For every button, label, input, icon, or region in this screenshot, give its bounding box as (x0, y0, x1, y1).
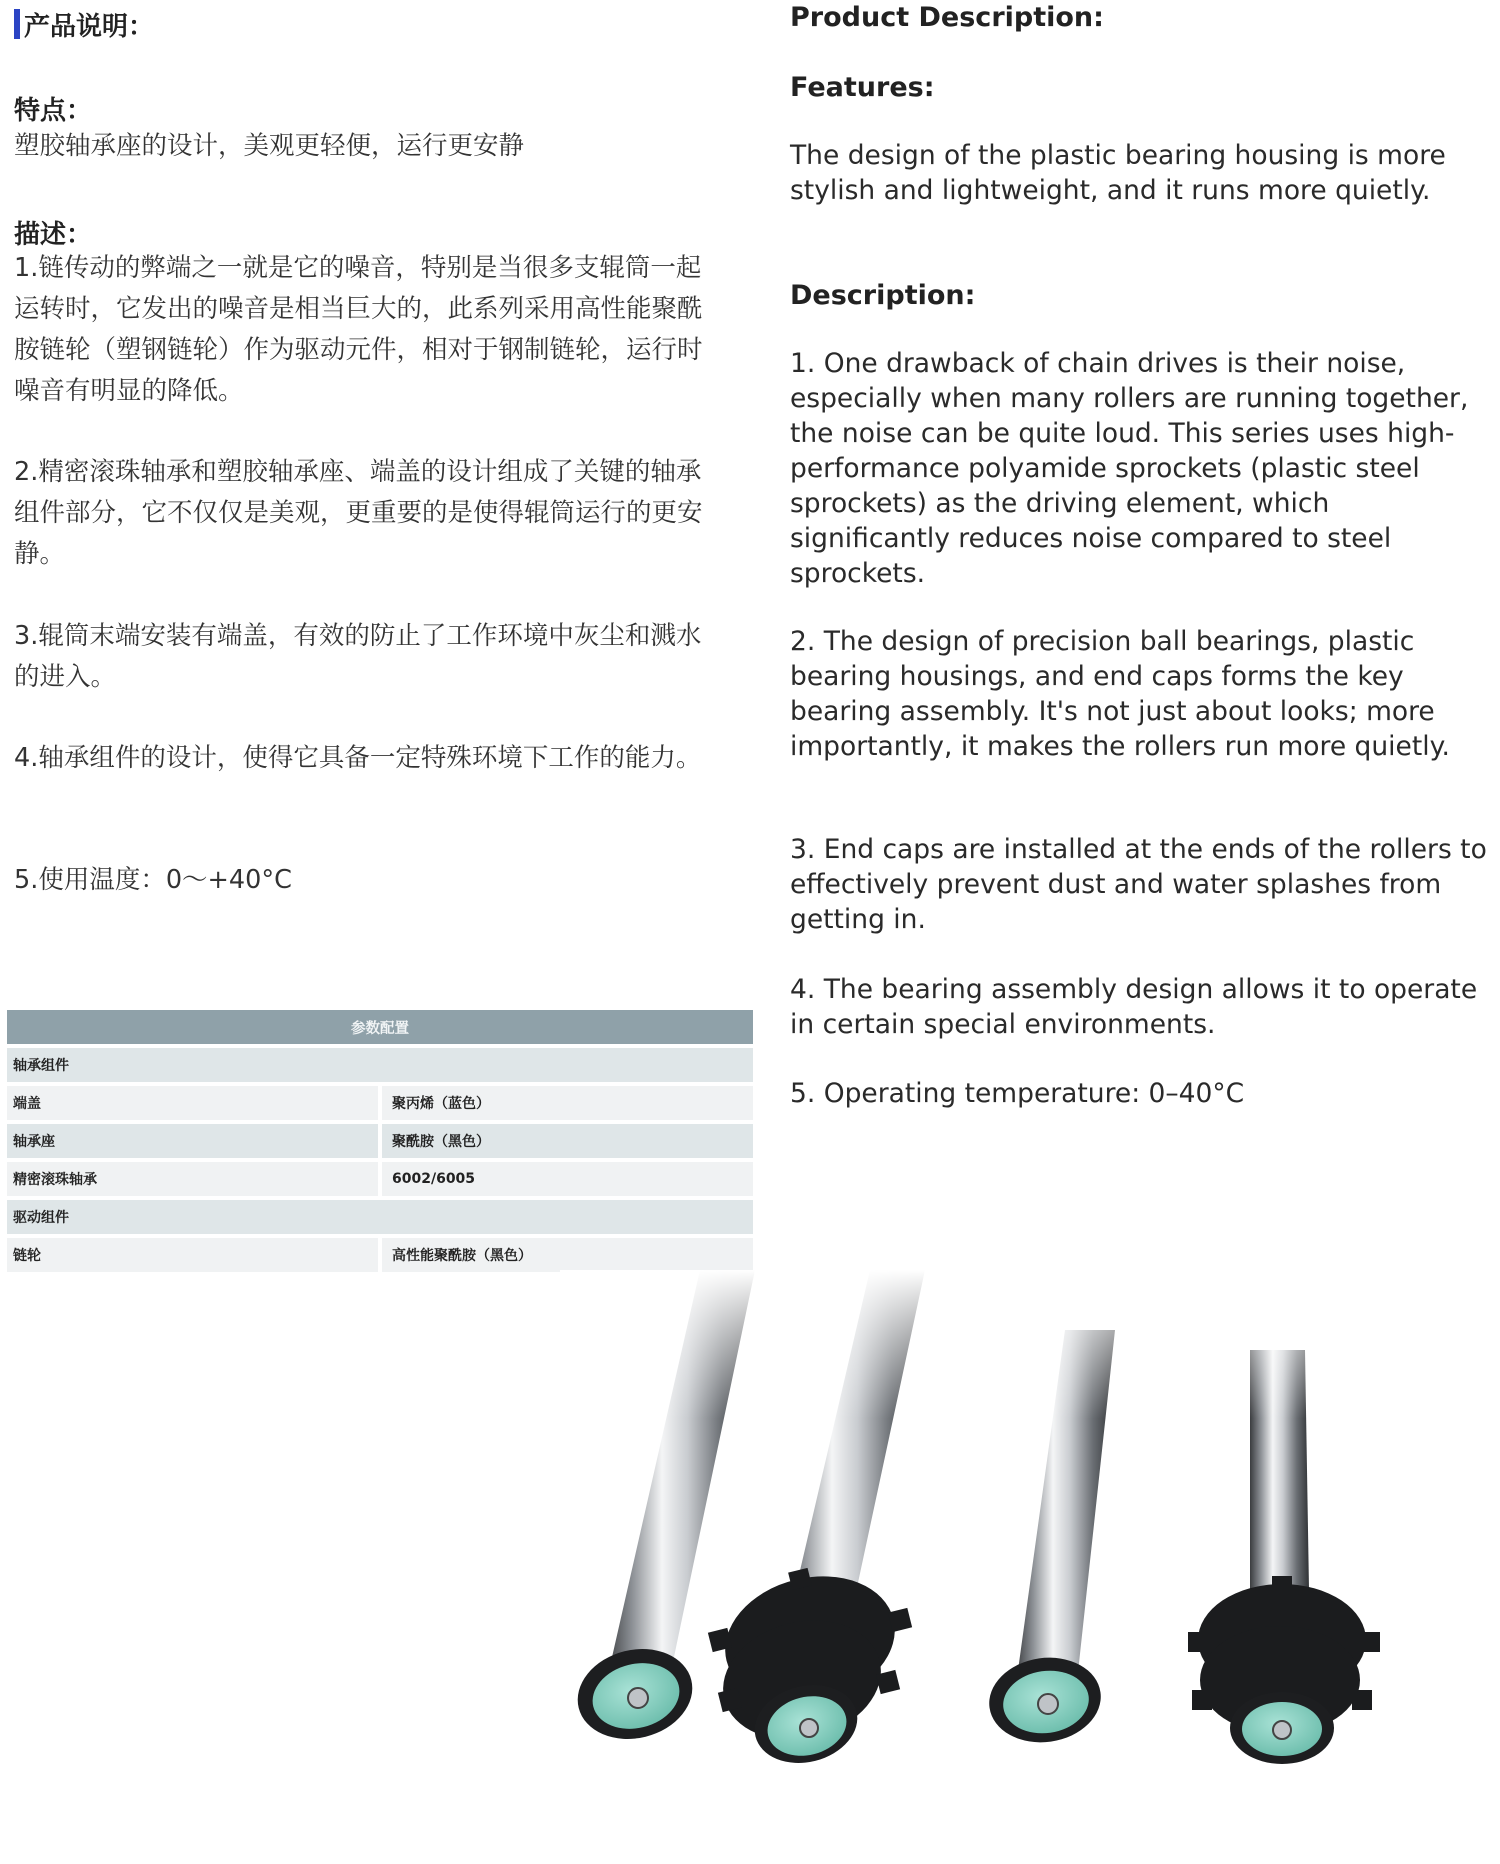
cn-item-4: 4.轴承组件的设计，使得它具备一定特殊环境下工作的能力。 (14, 743, 702, 773)
cn-features-heading: 特点： (14, 96, 93, 126)
table-row (7, 1162, 753, 1196)
table-row (7, 1238, 753, 1272)
en-features-heading: Features: (790, 72, 935, 103)
cn-item-2: 2.精密滚珠轴承和塑胶轴承座、端盖的设计组成了关键的轴承组件部分，它不仅仅是美观，更重要的是使得辊筒运行的更安静。 (14, 457, 703, 569)
cn-item-1: 1.链传动的弊端之一就是它的噪音，特别是当很多支辊筒一起运转时，它发出的噪音是相当巨大的，此系列采用高性能聚酰胺链轮（塑钢链轮）作为驱动元件，相对于钢制链轮，运行时噪音有明显的降低。 (14, 253, 703, 406)
cn-title-heading (14, 8, 154, 40)
table-cell-value: 高性能聚酰胺（黑色） (378, 1238, 753, 1272)
table-cell-value: 聚酰胺（黑色） (378, 1124, 753, 1158)
spec-table (7, 1006, 753, 1276)
en-title: Product Description: (790, 2, 1104, 33)
table-cell-label: 链轮 (7, 1238, 378, 1272)
table-cell-label: 精密滚珠轴承 (7, 1162, 378, 1196)
cn-description-heading: 描述： (14, 220, 93, 250)
en-item-1: 1. One drawback of chain drives is their noise, especially when many rollers are running together, the noise can be quite loud. This series uses high-performance polyamide sprockets (plastic steel sprockets) as the driving element, which significantly reduces noise compared to steel sprockets. (790, 348, 1469, 589)
roller-product-image (560, 1270, 1500, 1864)
table-header: 参数配置 (351, 1020, 409, 1037)
cn-item-3: 3.辊筒末端安装有端盖，有效的防止了工作环境中灰尘和溅水的进入。 (14, 621, 702, 692)
en-description-heading: Description: (790, 280, 976, 311)
table-cell-value: 聚丙烯（蓝色） (378, 1086, 753, 1120)
en-features-text: The design of the plastic bearing housing is more stylish and lightweight, and it runs more quietly. (790, 140, 1446, 206)
en-item-4: 4. The bearing assembly design allows it to operate in certain special environments. (790, 974, 1478, 1040)
table-cell-value: 6002/6005 (378, 1162, 753, 1196)
table-header-row (7, 1010, 753, 1044)
table-cell-label: 轴承座 (7, 1124, 378, 1158)
en-item-2: 2. The design of precision ball bearings, plastic bearing housings, and end caps forms the key bearing assembly. It's not just about looks; more importantly, it makes the rollers run more quietly. (790, 626, 1450, 762)
cn-item-5: 5.使用温度：0～+40°C (14, 865, 292, 895)
accent-bar (14, 9, 20, 39)
en-item-3: 3. End caps are installed at the ends of the rollers to effectively prevent dust and water splashes from getting in. (790, 834, 1487, 935)
table-row (7, 1086, 753, 1120)
cn-title: 产品说明： (24, 11, 155, 42)
table-group-row (7, 1048, 753, 1082)
table-group-drive: 驱动组件 (13, 1210, 69, 1226)
table-group-bearing: 轴承组件 (13, 1058, 69, 1074)
table-row (7, 1124, 753, 1158)
table-cell-label: 端盖 (7, 1086, 378, 1120)
cn-features-text: 塑胶轴承座的设计，美观更轻便，运行更安静 (14, 131, 525, 161)
table-group-row (7, 1200, 753, 1234)
en-item-5: 5. Operating temperature: 0–40°C (790, 1078, 1245, 1109)
